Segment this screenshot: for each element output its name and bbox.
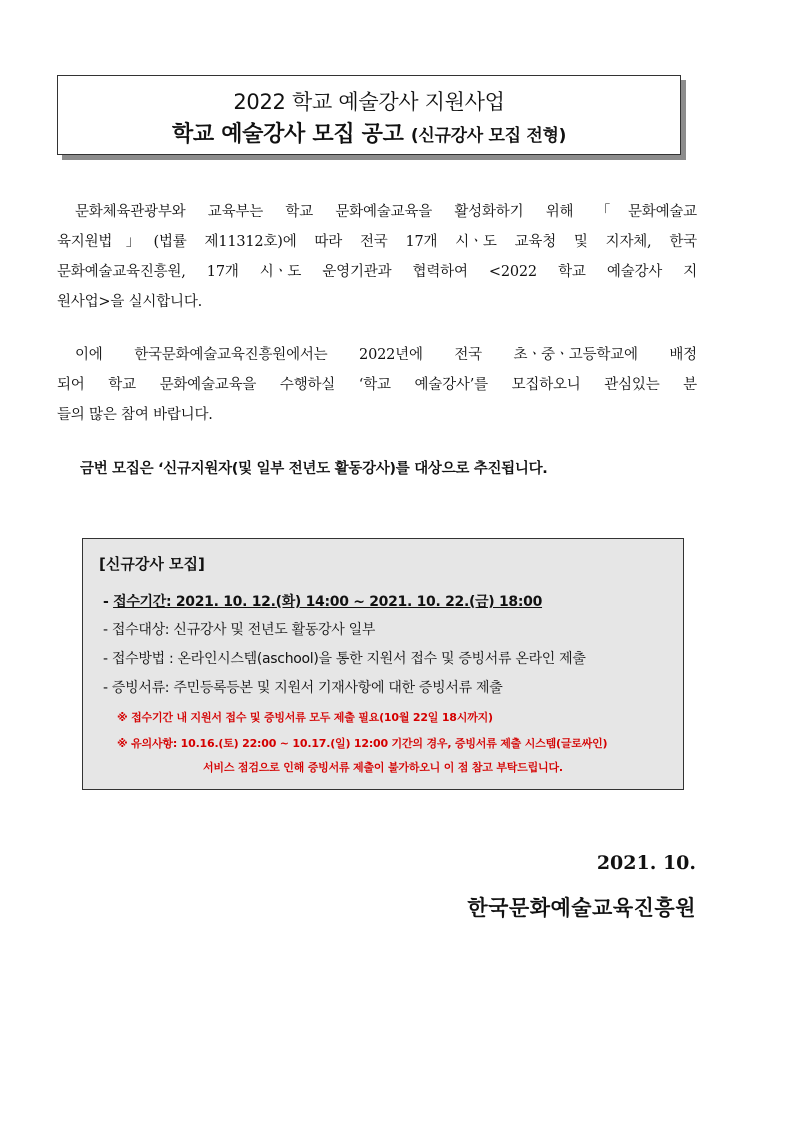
- title-main: 학교 예술강사 모집 공고: [171, 122, 404, 147]
- recruit-line-3: 들의 많은 참여 바랍니다.: [57, 407, 213, 423]
- intro-line-4: 원사업>을 실시합니다.: [57, 294, 203, 310]
- info-heading: [신규강사 모집]: [99, 555, 205, 573]
- intro-line-2: 육지원법」(법률 제11312호)에 따라 전국 17개 시ㆍ도 교육청 및 지자체, 한국: [57, 234, 697, 250]
- warning-maintenance: ※ 유의사항: 10.16.(토) 22:00 ~ 10.17.(일) 12:00 기간의 경우, 증빙서류 제출 시스템(글로싸인): [117, 737, 608, 750]
- period-prefix: -: [103, 594, 114, 610]
- application-target: - 접수대상: 신규강사 및 전년도 활동강사 일부: [103, 622, 376, 638]
- recruitment-info-box: [82, 538, 684, 790]
- period-text: 접수기간: 2021. 10. 12.(화) 14:00 ~ 2021. 10. 22.(금) 18:00: [113, 594, 543, 610]
- title-line1: 2022 학교 예술강사 지원사업: [233, 90, 505, 114]
- recruit-line-1: 이에 한국문화예술교육진흥원에서는 2022년에 전국 초ㆍ중ㆍ고등학교에 배정: [75, 347, 697, 363]
- title-box: [57, 75, 681, 155]
- announcement-date: 2021. 10.: [596, 852, 696, 874]
- recruit-paragraph: [57, 340, 697, 430]
- warning-maintenance-cont: 서비스 점검으로 인해 증빙서류 제출이 불가하오니 이 점 참고 부탁드립니다.: [203, 761, 563, 774]
- recruit-line-2: 되어 학교 문화예술교육을 수행하실 ‘학교 예술강사’를 모집하오니 관심있는 분: [57, 377, 697, 393]
- intro-line-3: 문화예술교육진흥원, 17개 시ㆍ도 운영기관과 협력하여 <2022 학교 예술강사 지: [57, 264, 697, 280]
- application-method: - 접수방법 : 온라인시스템(aschool)을 통한 지원서 접수 및 증빙서류 온라인 제출: [103, 651, 586, 667]
- intro-line-1: 문화체육관광부와 교육부는 학교 문화예술교육을 활성화하기 위해 「문화예술교: [75, 204, 697, 220]
- required-documents: - 증빙서류: 주민등록등본 및 지원서 기재사항에 대한 증빙서류 제출: [103, 680, 503, 696]
- warning-deadline: ※ 접수기간 내 지원서 접수 및 증빙서류 모두 제출 필요(10월 22일 18시까지): [117, 711, 493, 724]
- title-line2: [58, 117, 680, 148]
- title-sub: (신규강사 모집 전형): [410, 126, 567, 146]
- intro-paragraph: [57, 197, 697, 317]
- application-period: [103, 591, 542, 611]
- notice-text: 금번 모집은 ‘신규지원자(및 일부 전년도 활동강사)를 대상으로 추진됩니다.: [80, 461, 548, 477]
- organization-name: 한국문화예술교육진흥원: [467, 895, 696, 920]
